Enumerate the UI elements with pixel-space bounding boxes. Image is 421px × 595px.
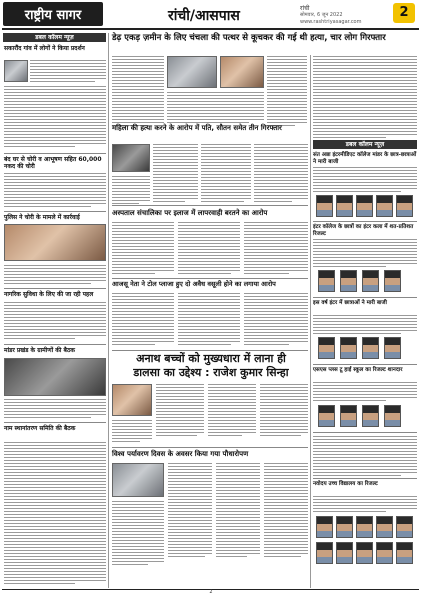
left-column-label: डबल कॉलम न्यूज़: [3, 33, 106, 42]
left-headline-5: मांडर प्रखंड के ग्रामीणों की बैठक: [4, 347, 76, 354]
lead-photo-1: [167, 56, 217, 88]
hospital-text-2: [178, 222, 240, 276]
orphan-text-1: [112, 420, 152, 444]
newspaper-logo: [3, 2, 103, 26]
student-photo: [340, 337, 357, 359]
orphan-text-2: [156, 384, 204, 438]
lead-photo-2: [220, 56, 264, 88]
student-photo: [318, 405, 335, 427]
lead-text-col4: [313, 56, 417, 140]
student-photo: [318, 270, 335, 292]
student-photo: [318, 337, 335, 359]
student-photo: [362, 337, 379, 359]
headline-ajsu: आजसू नेता ने टोल प्लाजा हुए दो अवैध वसूली होने का लगाया आरोप: [112, 280, 276, 288]
lead-headline: डेढ़ एकड़ ज़मीन के लिए चंचला की पत्थर से कूचकर की गई थी हत्या, चार लोग गिरफ्तार: [112, 33, 386, 43]
student-photo: [340, 405, 357, 427]
footer-page-number: 2: [209, 589, 213, 595]
left-text-3: [4, 265, 106, 286]
student-photo: [356, 195, 373, 217]
edition-date: सोमवार, 6 जून 2022: [300, 12, 343, 18]
student-photo: [316, 195, 333, 217]
left-headline-2: बंद घर से चोरी व आभूषण सहित 60,000 नकद की चोरी: [4, 156, 102, 170]
women-murder-text-2: [112, 176, 150, 206]
lead-text-col2: [167, 92, 264, 125]
student-photo: [384, 405, 401, 427]
women-murder-text-1: [153, 144, 198, 204]
ajsu-text-3: [244, 293, 308, 347]
student-photo: [356, 516, 373, 538]
student-photo: [396, 516, 413, 538]
headline-environment-day: विश्व पर्यावरण दिवस के अवसर किया गया पौधारोपण: [112, 450, 249, 458]
masthead-rule: [2, 28, 419, 30]
headline-orphan-line-1: अनाथ बच्चों को मुख्यधारा में लाना ही: [136, 352, 286, 365]
right-text-5: [313, 496, 417, 514]
left-photo-3: [4, 358, 106, 396]
env-text-3: [216, 463, 260, 559]
left-text-2: [4, 173, 106, 209]
masthead: [0, 0, 421, 30]
right-text-3: [313, 315, 417, 336]
env-text-2: [168, 463, 212, 559]
left-headline-3: पुलिस ने चोरी के मामले में कार्रवाई: [4, 214, 80, 221]
lead-text-col1: [112, 56, 164, 128]
left-text-1a: [30, 60, 106, 84]
left-text-6: [4, 442, 106, 586]
env-text-4: [264, 463, 308, 559]
student-photo: [384, 337, 401, 359]
ajsu-text-1: [112, 293, 174, 347]
student-photo: [384, 270, 401, 292]
left-text-1b: [4, 86, 106, 149]
right-column-label: डबल कॉलम न्यूज़: [313, 140, 417, 149]
student-photo: [336, 195, 353, 217]
headline-orphan-line-2: डालसा का उद्देश्य : राजेश कुमार सिन्हा: [133, 366, 289, 379]
student-photo: [376, 542, 393, 564]
right-text-5a: [313, 436, 417, 478]
env-text-1: [112, 501, 164, 567]
student-photo: [356, 542, 373, 564]
student-photo: [396, 195, 413, 217]
hospital-text-3: [244, 222, 308, 276]
left-photo-1: [4, 60, 28, 82]
orphan-text-3: [208, 384, 256, 438]
women-murder-text-4: [254, 144, 308, 204]
edition-city: रांची: [300, 5, 310, 12]
hospital-text-1: [112, 222, 174, 276]
left-headline-1: सकारौंद गांव में लोगों ने किया प्रदर्शन: [4, 45, 85, 52]
left-photo-2: [4, 224, 106, 261]
website-url: www.rashtriyasagar.com: [300, 19, 362, 25]
student-photo: [362, 270, 379, 292]
headline-women-murder: महिला की हत्या करने के आरोप में पति, सौतन समेत तीन गिरफ्तार: [112, 124, 282, 132]
newspaper-name: राष्ट्रीय सागर: [24, 8, 82, 23]
right-text-2: [313, 239, 417, 269]
women-murder-text-3: [201, 144, 251, 204]
student-photo: [362, 405, 379, 427]
right-headline-3: इस वर्ष इंटर में छात्राओं ने मारी बाजी: [313, 300, 387, 306]
women-murder-photo: [112, 144, 150, 172]
right-text-1: [313, 167, 417, 194]
headline-hospital: अस्पताल संचालिका पर इलाज में लापरवाही बरतने का आरोप: [112, 209, 268, 217]
section-title: रांची/आसपास: [168, 8, 240, 24]
page-number-badge: 2: [393, 3, 415, 23]
environment-photo: [112, 463, 164, 497]
student-photo: [336, 516, 353, 538]
left-headline-6: नाम स्थानांतरण समिति की बैठक: [4, 425, 76, 432]
right-headline-4: एसएस प्लस टू हाई स्कूल का रिजल्ट शानदार: [313, 367, 403, 373]
left-text-4: [4, 302, 106, 341]
right-headline-1: संत अन्ना इंटरमीडिएट कॉलेज मांडर के छात्र-छात्राओं ने मारी बाजी: [313, 152, 417, 165]
left-headline-4: नागरिक सुविधा के लिए की जा रही पहल: [4, 291, 94, 298]
student-photo: [396, 542, 413, 564]
orphan-text-4: [260, 384, 308, 438]
student-photo: [316, 542, 333, 564]
right-headline-2: इंटर कॉलेज के छात्रों का इंटर कला में शत-प्रतिशत रिजल्ट: [313, 224, 414, 237]
orphan-photo: [112, 384, 152, 416]
lead-text-col3: [267, 56, 307, 128]
student-photo: [316, 516, 333, 538]
student-photo: [376, 516, 393, 538]
student-photo: [336, 542, 353, 564]
ajsu-text-2: [178, 293, 240, 347]
student-photo: [340, 270, 357, 292]
left-text-5: [4, 399, 106, 420]
right-headline-5: नवोदय उच्च विद्यालय का रिजल्ट: [313, 481, 378, 487]
student-photo: [376, 195, 393, 217]
right-text-4: [313, 382, 417, 403]
